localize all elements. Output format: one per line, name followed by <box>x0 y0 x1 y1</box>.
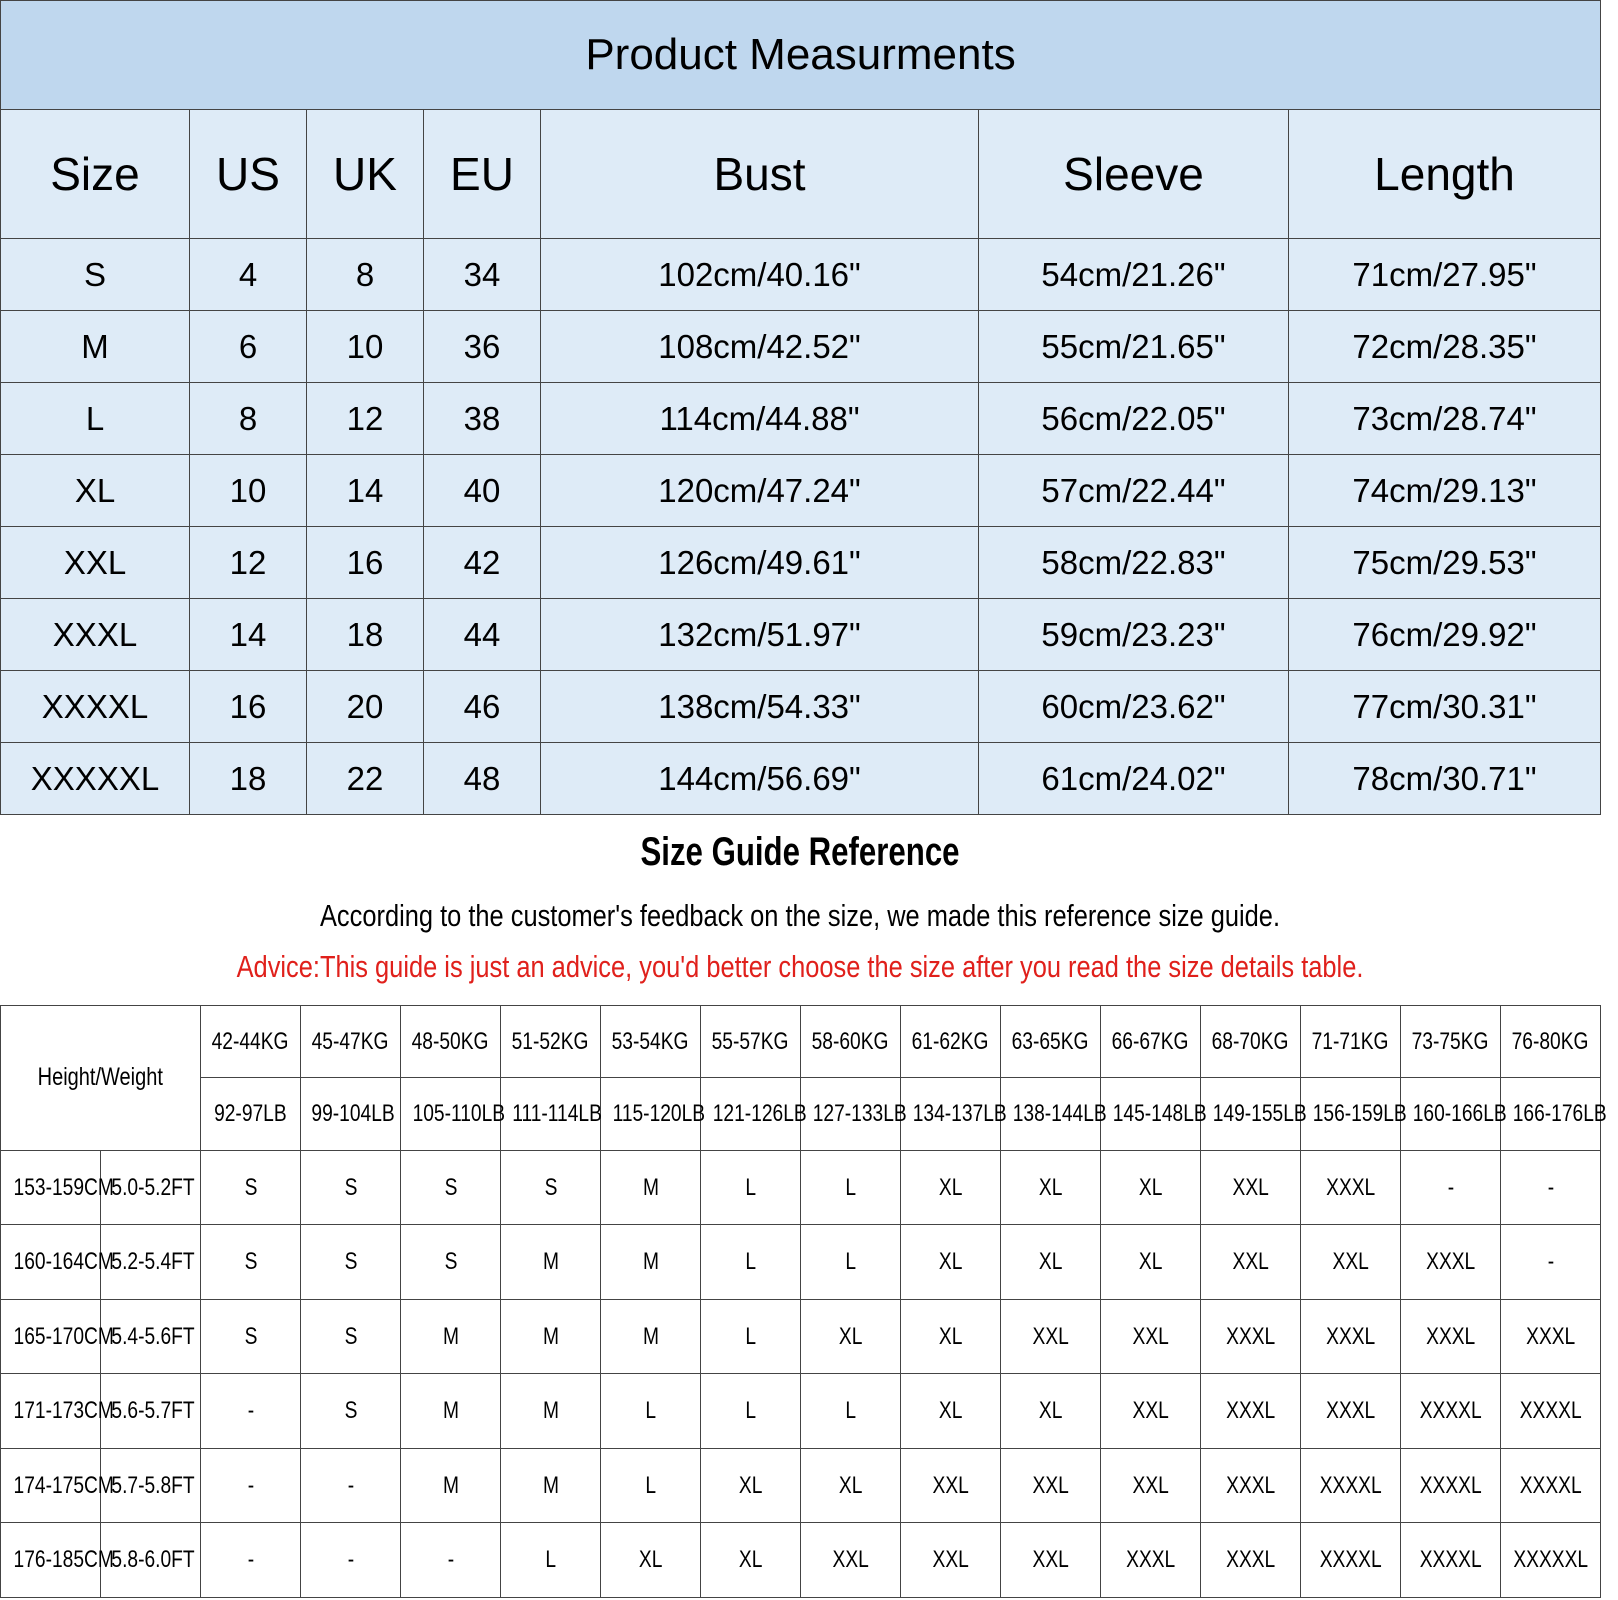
measurement-cell: 60cm/23.62" <box>979 671 1289 743</box>
measurement-row <box>1 527 1601 599</box>
measurement-cell: 16 <box>190 671 307 743</box>
size-guide-cell: XL <box>801 1299 901 1374</box>
weight-kg-header: 42-44KG <box>201 1006 301 1078</box>
measurement-cell: 73cm/28.74" <box>1289 383 1601 455</box>
measurement-cell: 4 <box>190 239 307 311</box>
size-guide-cell: S <box>201 1150 301 1225</box>
weight-kg-header: 68-70KG <box>1201 1006 1301 1078</box>
guide-advice: Advice:This guide is just an advice, you'd better choose the size after you read the size details table. <box>236 949 1364 984</box>
measurement-row <box>1 599 1601 671</box>
measurement-row <box>1 743 1601 815</box>
size-guide-row <box>1 1225 1601 1300</box>
measurement-cell: 34 <box>424 239 541 311</box>
size-guide-cell: S <box>301 1225 401 1300</box>
measurement-cell: 44 <box>424 599 541 671</box>
size-guide-cell: XXXL <box>1201 1374 1301 1449</box>
size-guide-cell: XXXL <box>1301 1374 1401 1449</box>
size-guide-cell: XXXXL <box>1501 1448 1601 1523</box>
size-guide-cell: XXXXL <box>1401 1374 1501 1449</box>
measurement-cell: 132cm/51.97" <box>541 599 979 671</box>
size-guide-row <box>1 1523 1601 1598</box>
size-guide-cell: XXXL <box>1301 1299 1401 1374</box>
header-us: US <box>190 110 307 239</box>
measurements-title: Product Measurments <box>1 1 1601 110</box>
measurement-cell: 8 <box>307 239 424 311</box>
size-guide-cell: M <box>601 1150 701 1225</box>
measurement-cell: 12 <box>307 383 424 455</box>
size-guide-cell: XXXL <box>1201 1299 1301 1374</box>
size-guide-cell: - <box>1501 1150 1601 1225</box>
size-guide-cell: - <box>201 1523 301 1598</box>
size-guide-cell: L <box>701 1150 801 1225</box>
height-cm-cell: 174-175CM <box>1 1448 101 1523</box>
size-guide-cell: - <box>1501 1225 1601 1300</box>
measurement-cell: 36 <box>424 311 541 383</box>
measurement-cell: XXL <box>1 527 190 599</box>
weight-kg-header: 48-50KG <box>401 1006 501 1078</box>
weight-lb-header: 138-144LB <box>1001 1078 1101 1150</box>
measurement-cell: 12 <box>190 527 307 599</box>
weight-kg-header: 73-75KG <box>1401 1006 1501 1078</box>
size-guide-body <box>1 1150 1601 1597</box>
size-guide-cell: XXL <box>1201 1150 1301 1225</box>
measurement-cell: 59cm/23.23" <box>979 599 1289 671</box>
size-guide-cell: XXL <box>1101 1374 1201 1449</box>
size-guide-cell: S <box>301 1374 401 1449</box>
size-guide-cell: XL <box>1101 1225 1201 1300</box>
size-guide-cell: XXL <box>1101 1448 1201 1523</box>
weight-kg-header: 63-65KG <box>1001 1006 1101 1078</box>
measurement-cell: 38 <box>424 383 541 455</box>
measurement-cell: 54cm/21.26" <box>979 239 1289 311</box>
size-guide-cell: XL <box>1101 1150 1201 1225</box>
measurement-row <box>1 671 1601 743</box>
size-guide-cell: M <box>401 1448 501 1523</box>
size-guide-cell: M <box>501 1299 601 1374</box>
size-guide-cell: M <box>501 1374 601 1449</box>
weight-kg-header: 55-57KG <box>701 1006 801 1078</box>
header-length: Length <box>1289 110 1601 239</box>
measurement-cell: 18 <box>190 743 307 815</box>
size-guide-cell: XXXXXL <box>1501 1523 1601 1598</box>
measurement-row <box>1 239 1601 311</box>
measurements-body <box>1 239 1601 815</box>
measurement-cell: 144cm/56.69" <box>541 743 979 815</box>
size-guide-cell: S <box>401 1225 501 1300</box>
measurement-cell: 120cm/47.24" <box>541 455 979 527</box>
measurement-cell: 114cm/44.88" <box>541 383 979 455</box>
measurement-cell: 74cm/29.13" <box>1289 455 1601 527</box>
size-guide-cell: XXL <box>1201 1225 1301 1300</box>
size-guide-cell: - <box>201 1374 301 1449</box>
weight-lb-header: 105-110LB <box>401 1078 501 1150</box>
measurement-cell: 108cm/42.52" <box>541 311 979 383</box>
weight-lb-header: 127-133LB <box>801 1078 901 1150</box>
size-guide-cell: XL <box>901 1225 1001 1300</box>
measurement-cell: M <box>1 311 190 383</box>
size-guide-cell: XXXL <box>1101 1523 1201 1598</box>
size-guide-cell: L <box>701 1374 801 1449</box>
size-guide-cell: XXXXL <box>1301 1523 1401 1598</box>
measurement-cell: 58cm/22.83" <box>979 527 1289 599</box>
size-guide-cell: XL <box>701 1523 801 1598</box>
measurement-row <box>1 383 1601 455</box>
height-cm-cell: 165-170CM <box>1 1299 101 1374</box>
measurement-cell: 14 <box>307 455 424 527</box>
header-sleeve: Sleeve <box>979 110 1289 239</box>
size-guide-cell: M <box>601 1225 701 1300</box>
size-guide-cell: XXXL <box>1201 1448 1301 1523</box>
height-ft-cell: 5.4-5.6FT <box>101 1299 201 1374</box>
height-cm-cell: 176-185CM <box>1 1523 101 1598</box>
measurement-cell: 10 <box>307 311 424 383</box>
size-guide-cell: XXXXL <box>1401 1448 1501 1523</box>
measurement-cell: 8 <box>190 383 307 455</box>
measurement-cell: S <box>1 239 190 311</box>
measurement-cell: 138cm/54.33" <box>541 671 979 743</box>
weight-lb-header: 121-126LB <box>701 1078 801 1150</box>
size-guide-cell: XXL <box>801 1523 901 1598</box>
size-guide-cell: M <box>401 1374 501 1449</box>
size-guide-cell: XL <box>801 1448 901 1523</box>
size-guide-cell: XL <box>1001 1150 1101 1225</box>
measurement-cell: 48 <box>424 743 541 815</box>
weight-kg-header: 66-67KG <box>1101 1006 1201 1078</box>
measurement-cell: 10 <box>190 455 307 527</box>
measurement-cell: 20 <box>307 671 424 743</box>
size-guide-cell: M <box>601 1299 701 1374</box>
measurement-cell: 72cm/28.35" <box>1289 311 1601 383</box>
weight-lb-header: 156-159LB <box>1301 1078 1401 1150</box>
size-guide-cell: XXL <box>901 1523 1001 1598</box>
size-guide-cell: XL <box>901 1374 1001 1449</box>
weight-kg-header: 58-60KG <box>801 1006 901 1078</box>
measurement-cell: XL <box>1 455 190 527</box>
height-cm-cell: 153-159CM <box>1 1150 101 1225</box>
measurement-row <box>1 311 1601 383</box>
size-guide-cell: XXL <box>1001 1523 1101 1598</box>
guide-subtitle: According to the customer's feedback on the size, we made this reference size guide. <box>319 898 1281 933</box>
size-guide-row <box>1 1299 1601 1374</box>
size-guide-cell: XXL <box>1101 1299 1201 1374</box>
weight-kg-header: 51-52KG <box>501 1006 601 1078</box>
weight-lb-header: 160-166LB <box>1401 1078 1501 1150</box>
measurement-cell: 56cm/22.05" <box>979 383 1289 455</box>
measurement-cell: 22 <box>307 743 424 815</box>
header-bust: Bust <box>541 110 979 239</box>
measurement-cell: 6 <box>190 311 307 383</box>
weight-lb-header: 111-114LB <box>501 1078 601 1150</box>
measurement-cell: 18 <box>307 599 424 671</box>
measurement-cell: 77cm/30.31" <box>1289 671 1601 743</box>
size-guide-cell: M <box>401 1299 501 1374</box>
measurement-cell: 71cm/27.95" <box>1289 239 1601 311</box>
weight-kg-header: 45-47KG <box>301 1006 401 1078</box>
height-cm-cell: 171-173CM <box>1 1374 101 1449</box>
measurement-cell: 14 <box>190 599 307 671</box>
measurement-row <box>1 455 1601 527</box>
measurement-cell: 46 <box>424 671 541 743</box>
size-guide-cell: L <box>601 1374 701 1449</box>
size-guide-cell: XXL <box>901 1448 1001 1523</box>
size-guide-cell: S <box>301 1150 401 1225</box>
measurement-cell: XXXXXL <box>1 743 190 815</box>
size-guide-cell: L <box>601 1448 701 1523</box>
measurement-cell: 76cm/29.92" <box>1289 599 1601 671</box>
size-guide-cell: XL <box>701 1448 801 1523</box>
size-guide-cell: XL <box>901 1299 1001 1374</box>
size-guide-cell: S <box>201 1299 301 1374</box>
size-guide-cell: XL <box>601 1523 701 1598</box>
measurement-cell: L <box>1 383 190 455</box>
weight-kg-header: 61-62KG <box>901 1006 1001 1078</box>
size-guide-cell: S <box>301 1299 401 1374</box>
size-guide-cell: XXXL <box>1301 1150 1401 1225</box>
size-guide-cell: S <box>201 1225 301 1300</box>
size-guide-cell: XXL <box>1001 1299 1101 1374</box>
height-cm-cell: 160-164CM <box>1 1225 101 1300</box>
height-ft-cell: 5.0-5.2FT <box>101 1150 201 1225</box>
size-guide-cell: XXXXL <box>1501 1374 1601 1449</box>
header-uk: UK <box>307 110 424 239</box>
weight-kg-header: 53-54KG <box>601 1006 701 1078</box>
height-ft-cell: 5.6-5.7FT <box>101 1374 201 1449</box>
weight-lb-header: 145-148LB <box>1101 1078 1201 1150</box>
size-guide-cell: XXXL <box>1401 1299 1501 1374</box>
size-guide-cell: - <box>301 1448 401 1523</box>
weight-lb-header: 134-137LB <box>901 1078 1001 1150</box>
measurement-cell: 78cm/30.71" <box>1289 743 1601 815</box>
size-guide-cell: L <box>701 1225 801 1300</box>
weight-lb-header: 149-155LB <box>1201 1078 1301 1150</box>
size-guide-cell: L <box>801 1374 901 1449</box>
measurement-cell: XXXL <box>1 599 190 671</box>
size-guide-cell: XL <box>1001 1225 1101 1300</box>
size-guide-cell: S <box>401 1150 501 1225</box>
measurement-cell: 102cm/40.16" <box>541 239 979 311</box>
measurement-cell: 16 <box>307 527 424 599</box>
size-guide-cell: XXL <box>1001 1448 1101 1523</box>
size-guide-cell: XXXL <box>1201 1523 1301 1598</box>
size-guide-cell: XXXL <box>1401 1225 1501 1300</box>
size-guide-cell: S <box>501 1150 601 1225</box>
weight-kg-header: 76-80KG <box>1501 1006 1601 1078</box>
size-guide-row <box>1 1448 1601 1523</box>
header-eu: EU <box>424 110 541 239</box>
measurement-cell: 55cm/21.65" <box>979 311 1289 383</box>
weight-lb-header: 115-120LB <box>601 1078 701 1150</box>
header-size: Size <box>1 110 190 239</box>
height-ft-cell: 5.8-6.0FT <box>101 1523 201 1598</box>
size-guide-cell: - <box>1401 1150 1501 1225</box>
size-guide-cell: L <box>801 1225 901 1300</box>
size-guide-cell: M <box>501 1448 601 1523</box>
height-ft-cell: 5.7-5.8FT <box>101 1448 201 1523</box>
measurement-cell: 126cm/49.61" <box>541 527 979 599</box>
size-guide-row <box>1 1374 1601 1449</box>
weight-lb-header: 166-176LB <box>1501 1078 1601 1150</box>
measurement-cell: 40 <box>424 455 541 527</box>
size-guide-cell: XXXXL <box>1301 1448 1401 1523</box>
size-guide-cell: L <box>501 1523 601 1598</box>
size-guide-cell: XXXL <box>1501 1299 1601 1374</box>
size-guide-row <box>1 1150 1601 1225</box>
size-guide-cell: M <box>501 1225 601 1300</box>
size-guide-cell: - <box>301 1523 401 1598</box>
size-guide-cell: L <box>801 1150 901 1225</box>
measurement-cell: 57cm/22.44" <box>979 455 1289 527</box>
height-weight-label: Height/Weight <box>1 1006 201 1151</box>
weight-lb-header: 92-97LB <box>201 1078 301 1150</box>
weight-lb-header: 99-104LB <box>301 1078 401 1150</box>
size-guide-cell: XXXXL <box>1401 1523 1501 1598</box>
size-guide-table <box>0 1005 1607 1598</box>
size-guide-cell: L <box>701 1299 801 1374</box>
size-guide-cell: XL <box>1001 1374 1101 1449</box>
size-guide-cell: - <box>201 1448 301 1523</box>
height-ft-cell: 5.2-5.4FT <box>101 1225 201 1300</box>
size-guide-cell: - <box>401 1523 501 1598</box>
size-guide-cell: XL <box>901 1150 1001 1225</box>
size-guide-cell: XXL <box>1301 1225 1401 1300</box>
guide-title: Size Guide Reference <box>640 830 960 874</box>
measurement-cell: 42 <box>424 527 541 599</box>
measurement-cell: 75cm/29.53" <box>1289 527 1601 599</box>
measurement-cell: 61cm/24.02" <box>979 743 1289 815</box>
measurement-cell: XXXXL <box>1 671 190 743</box>
weight-kg-header: 71-71KG <box>1301 1006 1401 1078</box>
